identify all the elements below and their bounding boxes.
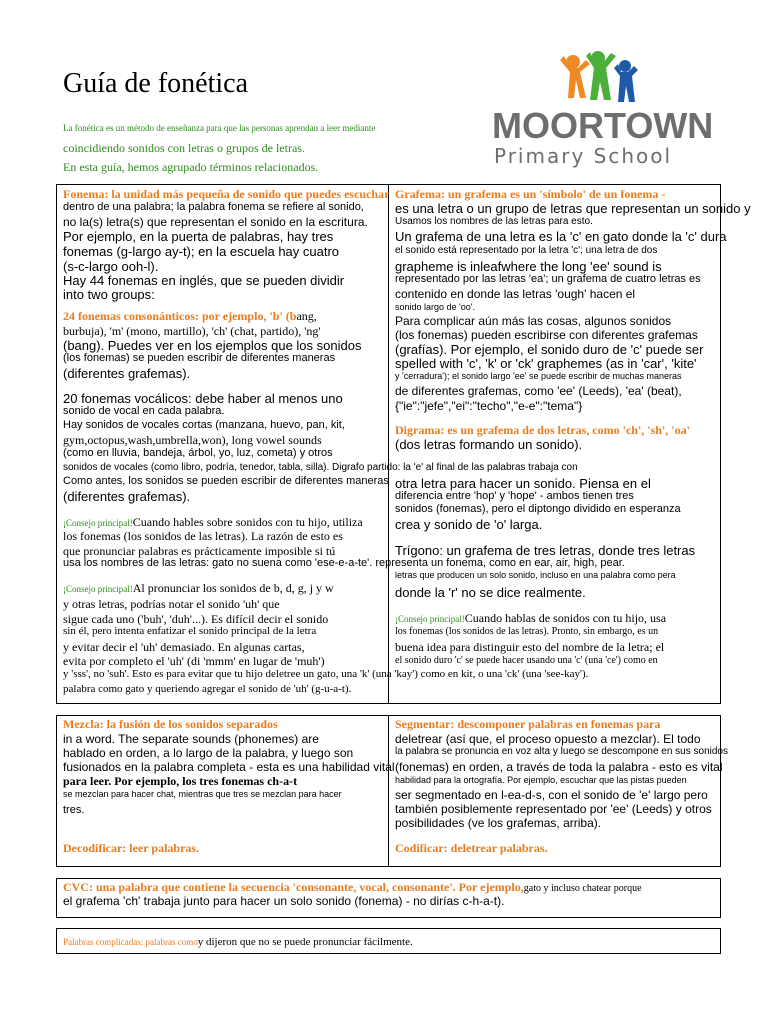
text-line: Para complicar aún más las cosas, algunos sonidos bbox=[395, 314, 672, 328]
text-line: dentro de una palabra; la palabra fonema se refiere al sonido, bbox=[63, 201, 364, 213]
text-line: Trígono: un grafema de tres letras, donde tres letras bbox=[395, 543, 696, 558]
text-line: es una letra o un grupo de letras que representan un sonido y bbox=[395, 201, 751, 216]
tip3-label: ¡Consejo principal! bbox=[395, 614, 465, 624]
text-line: sigue cada uno ('buh', 'duh'...). Es difícil decir el sonido bbox=[63, 612, 329, 626]
segmentar-heading: Segmentar: descomponer palabras en fonemas para bbox=[395, 717, 661, 731]
text-line: letras que producen un solo sonido, incluso en una palabra como pera bbox=[395, 570, 676, 580]
text-line: (s-c-largo ooh-l). bbox=[63, 259, 159, 274]
text-line: grapheme is inleafwhere the long 'ee' sound is bbox=[395, 259, 662, 274]
text-line: evita por completo el 'uh' (di 'mmm' en lugar de 'muh') bbox=[63, 654, 325, 668]
text-line: in a word. The separate sounds (phonemes) are bbox=[63, 732, 319, 746]
tip3-line bbox=[395, 612, 666, 624]
text-line: habilidad para la ortografía. Por ejemplo, escuchar que las pistas pueden bbox=[395, 775, 687, 785]
text-line: diferencia entre 'hop' y 'hope' - ambos tienen tres bbox=[395, 490, 634, 502]
text-line: también posiblemente representado por 'ee' (Leeds) y otros bbox=[395, 802, 712, 816]
school-logo bbox=[490, 50, 720, 170]
text-line: palabra como gato y queriendo agregar el sonido de 'uh' (g-u-a-t). bbox=[63, 683, 352, 695]
text-line: (como en lluvia, bandeja, árbol, yo, luz, cometa) y otros bbox=[63, 447, 333, 459]
consonant-heading-tail: ang, bbox=[296, 309, 317, 323]
text-line: (fonemas) en orden, a través de toda la palabra - esto es vital bbox=[395, 760, 723, 774]
text-line: Usamos los nombres de las letras para esto. bbox=[395, 216, 593, 227]
intro-line-2: coincidiendo sonidos con letras o grupos de letras. bbox=[63, 141, 305, 155]
cvc-heading-tail: gato y incluso chatear porque bbox=[523, 883, 642, 894]
text-line: sonido largo de 'oo'. bbox=[395, 302, 475, 312]
text-line: la palabra se pronuncia en voz alta y luego se descompone en sus sonidos bbox=[395, 746, 728, 757]
text-line: (los fonemas) se pueden escribir de diferentes maneras bbox=[63, 352, 336, 364]
text-line: (bang). Puedes ver en los ejemplos que los sonidos bbox=[63, 338, 362, 353]
text-line: y 'sss', no 'suh'. Esto es para evitar que tu hijo deletree un gato, una 'k' (una 'kay') como en kit, o una 'ck' (una 'see-kay'). bbox=[63, 668, 589, 680]
blend-segment-divider bbox=[388, 715, 389, 867]
tip1-text: Cuando hables sobre sonidos con tu hijo, utiliza bbox=[132, 515, 363, 529]
main-column-divider bbox=[388, 184, 389, 704]
text-line: Hay sonidos de vocales cortas (manzana, huevo, pan, kit, bbox=[63, 419, 345, 431]
text-line: ser segmentado en l-ea-d-s, con el sonido de 'e' largo pero bbox=[395, 788, 708, 802]
text-line: que pronunciar palabras es prácticamente imposible si tú bbox=[63, 544, 336, 558]
text-line: representado por las letras 'ea'; un grafema de cuatro letras es bbox=[395, 273, 701, 285]
tricky-heading: Palabras complicadas: palabras como bbox=[63, 937, 198, 947]
consonant-heading: 24 fonemas consonánticos: por ejemplo, 'b' (b bbox=[63, 309, 297, 323]
text-line: el sonido duro 'c' se puede hacer usando una 'c' (una 'ce') como en bbox=[395, 655, 658, 666]
text-line: Un grafema de una letra es la 'c' en gato donde la 'c' dura bbox=[395, 229, 727, 244]
tricky-text: y dijeron que no se puede pronunciar fácilmente. bbox=[197, 936, 413, 948]
logo-subtitle: Primary School bbox=[494, 144, 673, 168]
text-line: sin él, pero intenta enfatizar el sonido principal de la letra bbox=[63, 625, 317, 637]
text-line: no la(s) letra(s) que representan el sonido en la escritura. bbox=[63, 215, 368, 229]
decode-heading: Decodificar: leer palabras. bbox=[63, 841, 200, 855]
tricky-line bbox=[63, 933, 413, 949]
text-line: el sonido está representado por la letra 'c'; una letra de dos bbox=[395, 245, 658, 256]
text-line: Hay 44 fonemas en inglés, que se pueden dividir bbox=[63, 273, 345, 288]
mezcla-heading: Mezcla: la fusión de los sonidos separados bbox=[63, 717, 278, 731]
text-line: otra letra para hacer un sonido. Piensa en el bbox=[395, 476, 651, 491]
intro-line-3: En esta guía, hemos agrupado términos relacionados. bbox=[63, 160, 319, 174]
text-line: (los fonemas) pueden escribirse con diferentes grafemas bbox=[395, 328, 698, 342]
cvc-line-1 bbox=[63, 881, 642, 894]
text-line: sonidos de vocales (como libro, podría, tenedor, tabla, silla). Digrafo partido: la 'e' al final de las palabras trabaja con bbox=[63, 462, 578, 473]
text-line: Como antes, los sonidos se pueden escribir de diferentes maneras bbox=[63, 475, 389, 487]
tip1-line bbox=[63, 516, 363, 528]
text-line: into two groups: bbox=[63, 287, 155, 302]
tip3-text: Cuando hablas de sonidos con tu hijo, usa bbox=[464, 611, 667, 625]
text-line: se mezclan para hacer chat, mientras que tres se mezclan para hacer bbox=[63, 789, 342, 799]
tip2-line bbox=[63, 582, 334, 594]
fonema-heading: Fonema: la unidad más pequeña de sonido que puedes escuchar bbox=[63, 187, 390, 201]
text-line: de diferentes grafemas, como 'ee' (Leeds), 'ea' (beat), bbox=[395, 384, 682, 398]
tip2-text: Al pronunciar los sonidos de b, d, g, j y w bbox=[132, 581, 334, 595]
consonant-heading-line bbox=[63, 310, 317, 322]
text-line: sonido de vocal en cada palabra. bbox=[63, 405, 225, 417]
text-line: spelled with 'c', 'k' or 'ck' graphemes (as in 'car', 'kite' bbox=[395, 356, 697, 371]
text-line: 20 fonemas vocálicos: debe haber al menos uno bbox=[63, 391, 343, 406]
grafema-heading: Grafema: un grafema es un 'símbolo' de un fonema - bbox=[395, 187, 666, 201]
text-line: contenido en donde las letras 'ough' hacen el bbox=[395, 287, 636, 301]
text-line: burbuja), 'm' (mono, martillo), 'ch' (chat, partido), 'ng' bbox=[63, 324, 321, 338]
text-line: {"ie":"jefe","ei":"techo","e-e":"tema"} bbox=[395, 399, 583, 413]
text-line: usa los nombres de las letras: gato no suena como 'ese-e-a-te'. representa un fonema, como en ear, air, high, pear. bbox=[63, 557, 625, 569]
tip1-label: ¡Consejo principal! bbox=[63, 518, 133, 528]
encode-heading: Codificar: deletrear palabras. bbox=[395, 841, 548, 855]
text-line: fonemas (g-largo ay-t); en la escuela hay cuatro bbox=[63, 244, 340, 259]
text-line: gym,octopus,wash,umbrella,won), long vowel sounds bbox=[63, 433, 322, 447]
text-line: (grafías). Por ejemplo, el sonido duro de 'c' puede ser bbox=[395, 342, 704, 357]
text-line: deletrear (así que, el proceso opuesto a mezclar). El todo bbox=[395, 732, 701, 746]
intro-line-1: La fonética es un método de enseñanza para que las personas aprendan a leer mediante bbox=[63, 123, 376, 133]
cvc-line-2: el grafema 'ch' trabaja junto para hacer un solo sonido (fonema) - no dirías c-h-a-t). bbox=[63, 894, 505, 908]
text-line: fusionados en la palabra completa - esta es una habilidad vital bbox=[63, 760, 395, 774]
text-line: hablado en orden, a lo largo de la palabra, y luego son bbox=[63, 746, 354, 760]
text-line: Por ejemplo, en la puerta de palabras, hay tres bbox=[63, 229, 334, 244]
children-figures-icon bbox=[490, 50, 720, 110]
text-line: y evitar decir el 'uh' demasiado. En algunas cartas, bbox=[63, 640, 305, 654]
text-line: y otras letras, podrías notar el sonido 'uh' que bbox=[63, 597, 280, 611]
text-line: para leer. Por ejemplo, los tres fonemas ch-a-t bbox=[63, 774, 298, 788]
digrafo-heading: Digrama: es un grafema de dos letras, como 'ch', 'sh', 'oa' bbox=[395, 423, 690, 437]
tip2-label: ¡Consejo principal! bbox=[63, 584, 133, 594]
text-line: tres. bbox=[63, 804, 85, 816]
text-line: (diferentes grafemas). bbox=[63, 366, 191, 381]
text-line: los fonemas (los sonidos de las letras). Pronto, sin embargo, es un bbox=[395, 626, 659, 637]
cvc-heading: CVC: una palabra que contiene la secuencia 'consonante, vocal, consonante'. Por ejemplo, bbox=[63, 880, 524, 894]
logo-name: MOORTOWN bbox=[492, 105, 714, 146]
text-line: (diferentes grafemas). bbox=[63, 489, 191, 504]
text-line: crea y sonido de 'o' larga. bbox=[395, 517, 543, 532]
text-line: buena idea para distinguir esto del nombre de la letra; el bbox=[395, 640, 665, 654]
text-line: posibilidades (ve los grafemas, arriba). bbox=[395, 816, 602, 830]
page-title: Guía de fonética bbox=[63, 68, 249, 99]
text-line: y 'cerradura'); el sonido largo 'ee' se puede escribir de muchas maneras bbox=[395, 371, 682, 381]
text-line: sonidos (fonemas), pero el diptongo dividido en esperanza bbox=[395, 503, 681, 515]
text-line: (dos letras formando un sonido). bbox=[395, 437, 583, 452]
text-line: los fonemas (los sonidos de las letras). La razón de esto es bbox=[63, 529, 343, 543]
text-line: donde la 'r' no se dice realmente. bbox=[395, 585, 586, 600]
